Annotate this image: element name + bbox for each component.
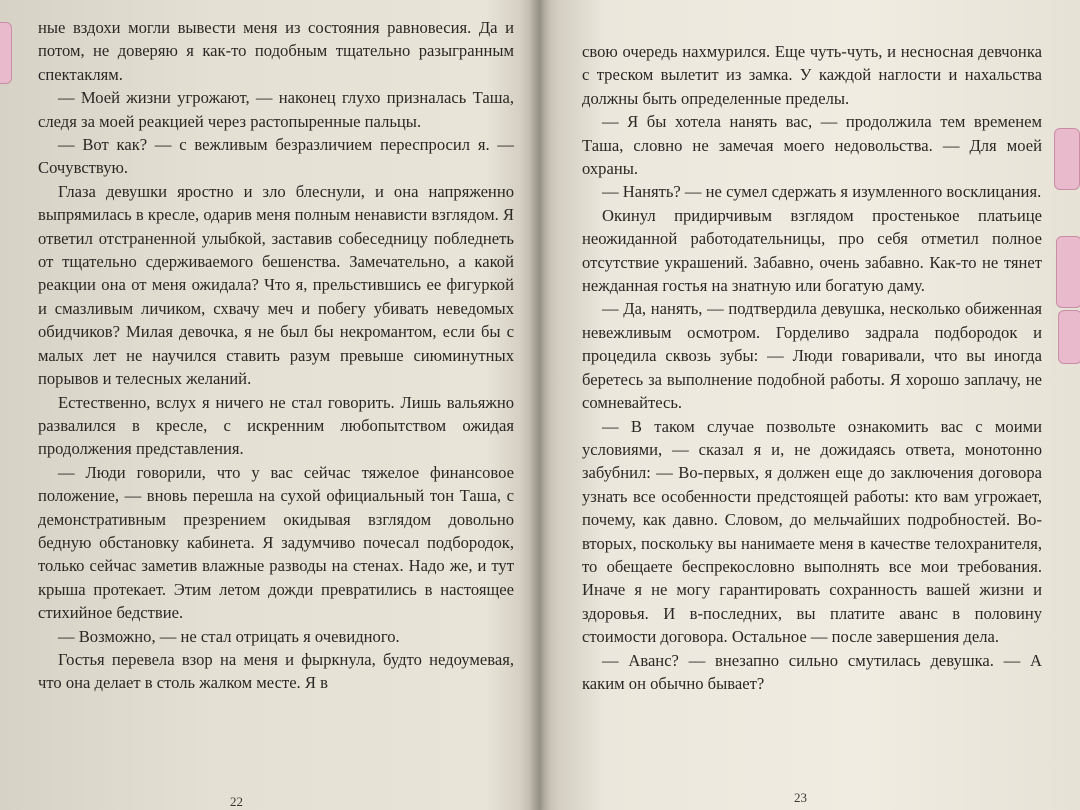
right-page-text — [582, 40, 1042, 695]
paragraph: — Моей жизни угрожают, — наконец глухо призналась Таша, следя за моей реакцией через растопыренные пальцы. — [38, 88, 514, 131]
paragraph: — Да, нанять, — подтвердила девушка, несколько обиженная невежливым осмотром. Горделиво задрала подбородок и процедила сквозь зубы: — Люди говаривали, что вы иногда беретесь за выполнение подобной работы. Я хорошо заплачу, не сомневайтесь. — [582, 299, 1042, 413]
pink-bookmark-tab — [1058, 310, 1080, 364]
pink-bookmark-tab — [1056, 236, 1080, 308]
paragraph: — Аванс? — внезапно сильно смутилась девушка. — А каким он обычно бывает? — [582, 650, 1042, 693]
paragraph: Окинул придирчивым взглядом простенькое платьице неожиданной работодательницы, про себя отметил полное отсутствие украшений. Забавно, очень забавно. Как-то не тянет нежданная гостья на знатную или богатую даму. — [582, 205, 1042, 296]
left-page-text — [38, 16, 514, 695]
paragraph: Глаза девушки яростно и зло блеснули, и она напряженно выпрямилась в кресле, одарив меня полным ненависти взглядом. Я ответил отстраненной улыбкой, заставив собеседницу побледнеть от тщательно сдерживаемого бешенства. Замечательно, а какой реакции она от меня ожидала? Что я, прельстившись ее фигуркой и смазливым личиком, схвачу меч и побегу убивать неведомых обидчиков? Милая девочка, я не был бы некромантом, если бы с малых лет не научился ставить разум превыше сиюминутных порывов и телесных желаний. — [38, 181, 514, 389]
page-number-right: 23 — [794, 790, 807, 805]
paragraph: — Вот как? — с вежливым безразличием переспросил я. — Сочувствую. — [38, 135, 514, 178]
paragraph: — Я бы хотела нанять вас, — продолжила тем временем Таша, словно не замечая моего недовольства. — Для моей охраны. — [582, 112, 1042, 179]
paragraph: — Люди говорили, что у вас сейчас тяжелое финансовое положение, — вновь перешла на сухой официальный тон Таша, с демонстративным презрением окидывая взглядом довольно бедную обстановку кабинета. Я задумчиво почесал подбородок, только сейчас заметив влажные разводы на стенах. Надо же, и тут крыша протекает. Этим летом дожди превратились в настоящее стихийное бедствие. — [38, 462, 514, 623]
pink-bookmark-tab — [0, 22, 12, 84]
page-number-left: 22 — [230, 794, 243, 809]
paragraph: — В таком случае позвольте ознакомить вас с моими условиями, — сказал я и, не дожидаясь ответа, монотонно забубнил: — Во-первых, я должен еще до заключения договора узнать все особенности предстоящей работы: кто вам угрожает, почему, как давно. Словом, до мельчайших подробностей. Во-вторых, поскольку вы нанимаете меня в качестве телохранителя, то обещаете беспрекословно выполнять все мои требования. Иначе я не могу гарантировать сохранность вашей жизни и здоровья. И в-последних, вы платите аванс в половину стоимости договора. Остальное — после завершения дела. — [582, 416, 1042, 647]
paragraph: ные вздохи могли вывести меня из состояния равновесия. Да и потом, не доверяю я как-то подобным тщательно разыгранным спектаклям. — [38, 18, 514, 84]
pink-bookmark-tab — [1054, 128, 1080, 190]
paragraph: свою очередь нахмурился. Еще чуть-чуть, и несносная девчонка с треском вылетит из замка. У каждой наглости и нахальства должны быть определенные пределы. — [582, 42, 1042, 108]
paragraph: Гостья перевела взор на меня и фыркнула, будто недоумевая, что она делает в столь жалком месте. Я в — [38, 649, 514, 693]
paragraph: Естественно, вслух я ничего не стал говорить. Лишь вальяжно развалился в кресле, с искренним любопытством ожидая продолжения представления. — [38, 392, 514, 459]
paragraph: — Нанять? — не сумел сдержать я изумленного восклицания. — [602, 182, 1042, 202]
right-page — [540, 0, 1080, 810]
paragraph: — Возможно, — не стал отрицать я очевидного. — [58, 626, 400, 646]
